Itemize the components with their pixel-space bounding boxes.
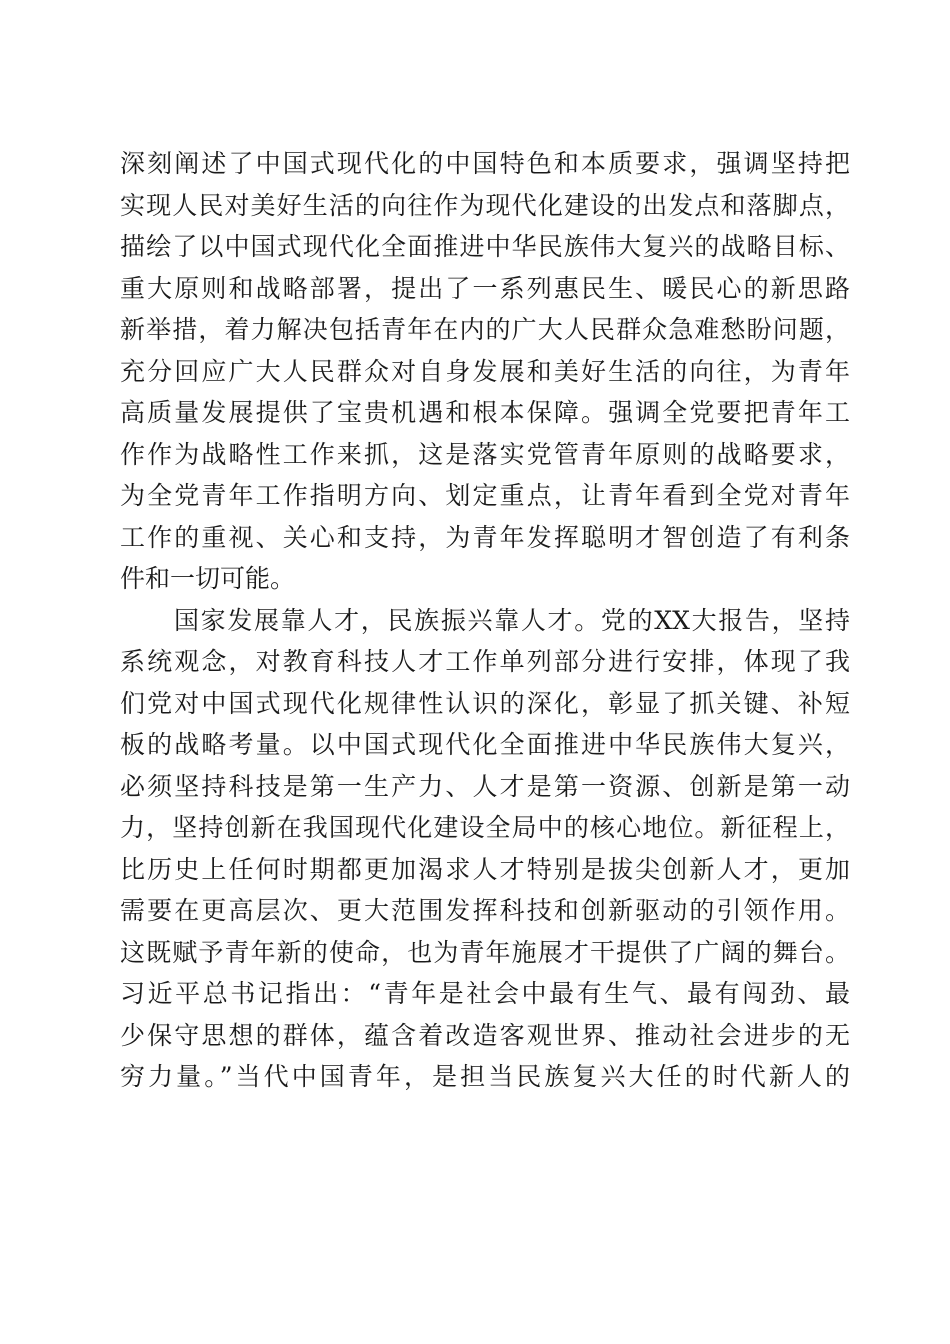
text-line: 工作的重视、关心和支持，为青年发挥聪明才智创造了有利条	[120, 522, 850, 552]
paragraph-2	[120, 600, 850, 1098]
text-line: 重大原则和战略部署，提出了一系列惠民生、暖民心的新思路	[120, 273, 850, 303]
text-line: 高质量发展提供了宝贵机遇和根本保障。强调全党要把青年工	[120, 398, 850, 427]
paragraph-1	[120, 143, 850, 600]
text-line: 板的战略考量。以中国式现代化全面推进中华民族伟大复兴，	[120, 730, 850, 759]
text-line: 比历史上任何时期都更加渴求人才特别是拔尖创新人才，更加	[120, 854, 850, 884]
text-line: 需要在更高层次、更大范围发挥科技和创新驱动的引领作用。	[120, 896, 850, 925]
text-line: 为全党青年工作指明方向、划定重点，让青年看到全党对青年	[120, 481, 850, 510]
text-line: 们党对中国式现代化规律性认识的深化，彰显了抓关键、补短	[120, 688, 850, 718]
text-line: 必须坚持科技是第一生产力、人才是第一资源、创新是第一动	[120, 771, 850, 801]
text-line: 力，坚持创新在我国现代化建设全局中的核心地位。新征程上，	[120, 813, 850, 842]
text-line: 这既赋予青年新的使命，也为青年施展才干提供了广阔的舞台。	[120, 937, 850, 967]
text-line: 充分回应广大人民群众对自身发展和美好生活的向往，为青年	[120, 356, 850, 386]
text-line: 深刻阐述了中国式现代化的中国特色和本质要求，强调坚持把	[120, 149, 850, 178]
text-line: 穷力量。”当代中国青年，是担当民族复兴大任的时代新人的	[120, 1062, 850, 1091]
body-text	[120, 143, 850, 1098]
text-line: 少保守思想的群体，蕴含着改造客观世界、推动社会进步的无	[120, 1020, 850, 1050]
text-line: 作作为战略性工作来抓，这是落实党管青年原则的战略要求，	[120, 439, 850, 469]
text-line: 实现人民对美好生活的向往作为现代化建设的出发点和落脚点，	[120, 190, 850, 220]
text-line: 件和一切可能。	[120, 564, 296, 593]
text-line: 新举措，着力解决包括青年在内的广大人民群众急难愁盼问题，	[120, 315, 850, 344]
text-line: 国家发展靠人才，民族振兴靠人才。党的XX大报告，坚持	[174, 605, 850, 635]
text-line: 描绘了以中国式现代化全面推进中华民族伟大复兴的战略目标、	[120, 232, 850, 261]
text-line: 习近平总书记指出：“青年是社会中最有生气、最有闯劲、最	[120, 979, 850, 1008]
text-line: 系统观念，对教育科技人才工作单列部分进行安排，体现了我	[120, 647, 850, 676]
